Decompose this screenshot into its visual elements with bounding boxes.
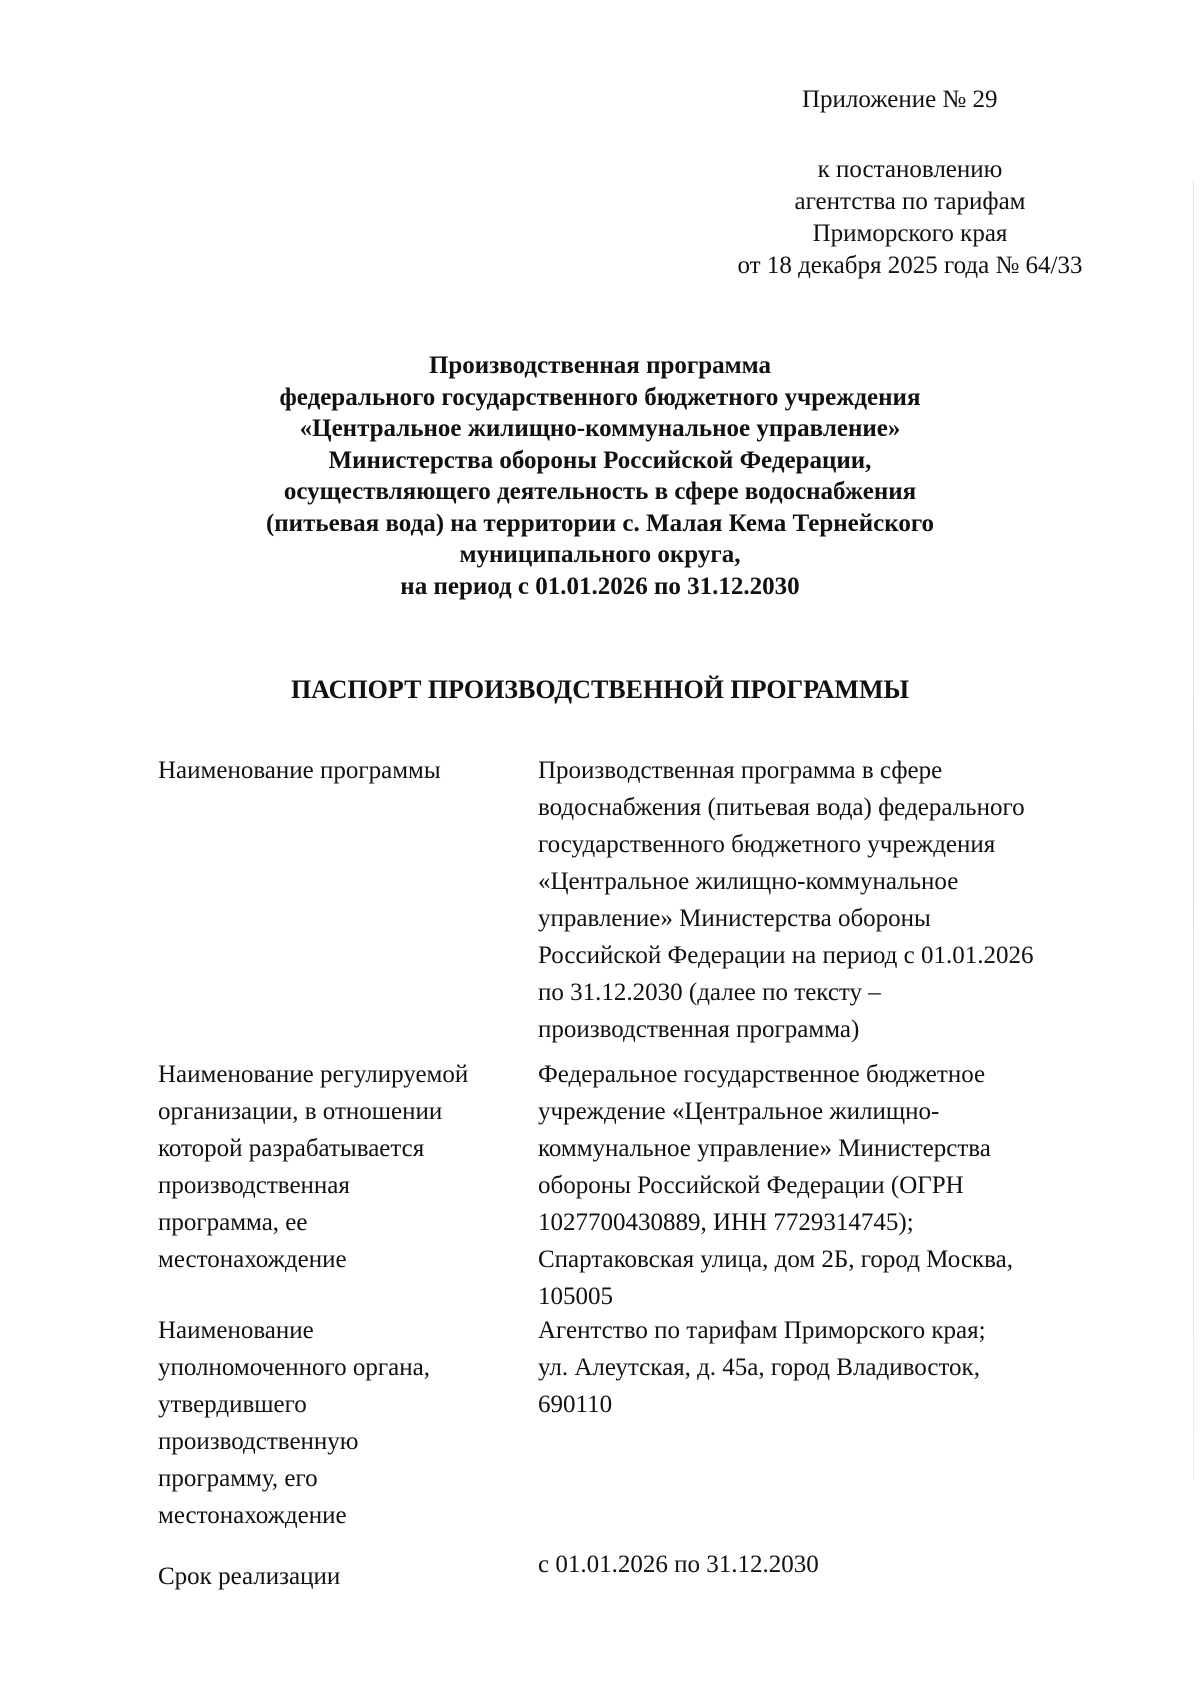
value-line: учреждение «Центральное жилищно- — [538, 1098, 940, 1125]
value-line: коммунальное управление» Министерства — [538, 1135, 991, 1162]
label-line: программу, его — [158, 1465, 318, 1492]
row-value — [538, 1312, 1098, 1552]
label-line: которой разрабатывается — [158, 1135, 425, 1162]
annex-line: от 18 декабря 2025 года № 64/33 — [737, 252, 1083, 279]
passport-row-authorized-body — [158, 1312, 1118, 1552]
row-label — [158, 1312, 538, 1552]
label-line: Срок реализации — [158, 1563, 341, 1590]
title-line: Производственная программа — [428, 352, 772, 379]
value-line: Производственная программа в сфере — [538, 757, 943, 784]
title-line: федерального государственного бюджетного учреждения — [279, 383, 921, 411]
value-line: Федеральное государственное бюджетное — [538, 1061, 986, 1088]
row-label — [158, 1558, 538, 1612]
annex-reference — [700, 154, 1120, 282]
passport-row-program-name — [158, 752, 1118, 1056]
value-line: 105005 — [538, 1283, 613, 1310]
passport-table — [158, 752, 1118, 1612]
value-line: производственная программа) — [538, 1016, 860, 1043]
row-label — [158, 752, 538, 1056]
value-line: Спартаковская улица, дом 2Б, город Москва, — [538, 1246, 1013, 1273]
value-line: 690110 — [538, 1391, 613, 1418]
label-line: утвердившего — [158, 1391, 307, 1418]
label-line: программа, ее — [158, 1209, 308, 1236]
value-line: Агентство по тарифам Приморского края; — [538, 1317, 986, 1344]
row-value — [538, 1056, 1098, 1312]
row-value — [538, 1546, 1098, 1612]
passport-row-implementation-period — [158, 1552, 1118, 1612]
title-line: «Центральное жилищно-коммунальное управление» — [299, 415, 901, 442]
title-line: (питьевая вода) на территории с. Малая Кема Тернейского — [265, 509, 935, 537]
row-value — [538, 752, 1098, 1056]
title-line: Министерства обороны Российской Федерации, — [328, 446, 872, 474]
annex-number: Приложение № 29 — [802, 86, 998, 113]
scan-edge-line — [1193, 180, 1194, 1480]
value-line: по 31.12.2030 (далее по тексту – — [538, 979, 881, 1006]
label-line: производственную — [158, 1428, 359, 1455]
row-label — [158, 1056, 538, 1312]
label-line: организации, в отношении — [158, 1098, 443, 1125]
value-line: «Центральное жилищно-коммунальное — [538, 868, 959, 895]
passport-row-regulated-organization — [158, 1056, 1118, 1312]
value-line: водоснабжения (питьевая вода) федерального — [538, 794, 1025, 821]
annex-line: Приморского края — [812, 220, 1008, 247]
value-line: с 01.01.2026 по 31.12.2030 — [538, 1551, 819, 1578]
value-line: Российской Федерации на период с 01.01.2026 — [538, 942, 1034, 969]
label-line: Наименование регулируемой — [158, 1061, 469, 1088]
value-line: обороны Российской Федерации (ОГРН — [538, 1172, 964, 1199]
value-line: 1027700430889, ИНН 7729314745); — [538, 1209, 914, 1236]
annex-line: агентства по тарифам — [794, 188, 1026, 215]
annex-line: к постановлению — [817, 156, 1003, 183]
label-line: местонахождение — [158, 1246, 347, 1273]
value-line: управление» Министерства обороны — [538, 905, 931, 932]
document-title — [150, 350, 1050, 602]
label-line: производственная — [158, 1172, 350, 1199]
label-line: Наименование программы — [158, 757, 441, 784]
value-line: ул. Алеутская, д. 45а, город Владивосток, — [538, 1354, 980, 1381]
label-line: Наименование — [158, 1317, 314, 1344]
value-line: государственного бюджетного учреждения — [538, 831, 996, 858]
title-line: на период с 01.01.2026 по 31.12.2030 — [400, 572, 800, 600]
label-line: местонахождение — [158, 1502, 347, 1529]
title-line: муниципального округа, — [459, 541, 741, 568]
title-line: осуществляющего деятельность в сфере водоснабжения — [283, 478, 917, 505]
passport-heading: ПАСПОРТ ПРОИЗВОДСТВЕННОЙ ПРОГРАММЫ — [290, 675, 910, 704]
label-line: уполномоченного органа, — [158, 1354, 430, 1381]
